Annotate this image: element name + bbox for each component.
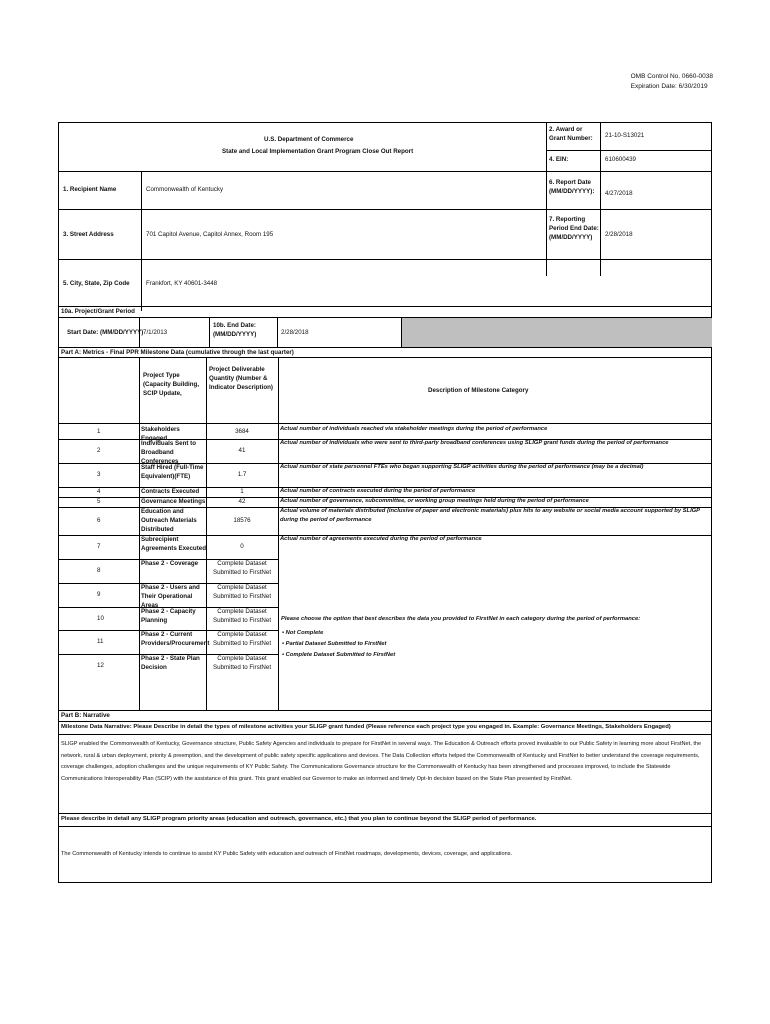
milestone-narrative-label: Milestone Data Narrative: Please Describe in detail the types of milestone activities your SLIGP grant funded (Please reference each project type you engaged in. Example: Governance Meetings, Stakeholders Engaged) [61,724,671,730]
col-header-deliverable-quantity: Project Deliverable Quantity (Number & Indicator Description) [209,366,273,391]
metric-project-type: Phase 2 - Capacity Planning [141,608,196,624]
metric-row-number: 9 [97,591,101,598]
phase2-dataset-status: Complete Dataset Submitted to FirstNet [212,584,272,600]
metric-project-type: Phase 2 - Current Providers/Procurement [141,631,210,647]
metric-row-number: 10 [97,614,104,622]
metric-quantity: 3684 [235,428,249,435]
metric-project-type: Phase 2 - Users and Their Operational Areas [141,584,200,609]
reporting-period-value: 2/28/2018 [605,231,633,238]
metric-quantity: 18576 [233,517,251,524]
metric-quantity: 42 [238,498,246,505]
omb-control-number: OMB Control No. 0660-0038 [630,73,713,80]
metric-description: Actual number of governance, subcommittee, or working group meetings held during the period of performance [280,498,589,504]
metric-project-type: Phase 2 - State Plan Decision [141,655,200,671]
phase2-dataset-status: Complete Dataset Submitted to FirstNet [212,608,272,624]
metric-project-type: Education and Outreach Materials Distributed [141,508,197,533]
metric-project-type: Governance Meetings [141,498,206,505]
start-date-label: Start Date: (MM/DD/YYYY) [67,329,144,336]
col-header-project-type: Project Type (Capacity Building, SCIP Update, [143,372,200,397]
phase2-dataset-status: Complete Dataset Submitted to FirstNet [212,655,272,671]
city-state-zip-value: Frankfort, KY 40601-3448 [146,280,218,287]
phase2-option-item [282,651,395,660]
priority-areas-text: The Commonwealth of Kentucky intends to continue to assist KY Public Safety with education and outreach of FirstNet roadmaps, developments, devices, coverage, and applications. [61,851,513,857]
bullet-icon: • [282,641,286,647]
end-date-value: 2/28/2018 [281,329,309,336]
metric-row-number: 7 [97,543,101,550]
grant-period-section-label: 10a. Project/Grant Period [61,308,135,315]
department-title: U.S. Department of Commerce [264,136,354,143]
report-title: State and Local Implementation Grant Program Close Out Report [222,148,414,155]
phase2-dataset-status: Complete Dataset Submitted to FirstNet [212,560,272,576]
end-date-label: 10b. End Date: (MM/DD/YYYY) [213,322,257,338]
metric-description: Actual volume of materials distributed (inclusive of paper and electronic materials) plus hits to any website or social media account supported by SLIGP during the period of performance [280,508,700,523]
metric-project-type: Subrecipient Agreements Executed [141,536,206,552]
phase2-option-item [282,629,323,638]
metric-row-number: 2 [97,447,101,454]
part-b-title: Part B: Narrative [61,712,110,719]
start-date-value: 7/1/2013 [143,329,168,336]
reporting-period-label: 7. Reporting Period End Date: (MM/DD/YYYY) [549,216,599,241]
metric-description: Actual number of individuals who were sent to third-party broadband conferences using SLIGP grant funds during the period of performance [280,440,669,446]
metric-row-number: 12 [97,662,104,669]
phase2-option-label: Not Complete [285,630,324,636]
metric-project-type: Stakeholders Engaged [141,426,180,442]
milestone-narrative-text: SLIGP enabled the Commonwealth of Kentucky, Governance structure, Public Safety Agencies and individuals to prepare for FirstNet in several ways. The Education & Outreach efforts proved invaluable to our Public Safety in learning more about FirstNet, the network, rural & urban deployment, priority & preemption, and the development of public safety specific applications and devices. The Data Collection efforts helped the Commonwealth of Kentucky and FirstNet to better understand the coverage requirements, coverage challenges, adoption challenges and the unique requirements of KY Public Safety. The Communications Governance structure for the Commonwealth of Kentucky has been strengthened and processes improved, to include the Statewide Communications Interoperability Plan (SCIP) with the assistance of this grant. This grant enabled our Governor to make an informed and timely Opt-In decision based on the State Plan presented by FirstNet. [61,741,702,782]
metric-row-number: 5 [97,498,101,505]
street-address-value: 701 Capitol Avenue, Capitol Annex, Room 195 [146,231,274,238]
metric-quantity: 1.7 [237,471,247,478]
recipient-name-value: Commonwealth of Kentucky [146,186,224,193]
metric-description: Actual number of contracts executed during the period of performance [280,488,476,494]
metric-project-type: Contracts Executed [141,488,200,495]
phase2-option-item [282,640,386,649]
omb-expiration-date: Expiration Date: 6/30/2019 [630,83,708,90]
phase2-option-label: Partial Dataset Submitted to FirstNet [285,641,387,647]
metric-project-type: Individuals Sent to Broadband Conferences [141,440,197,465]
metric-row-number: 6 [97,517,101,524]
shaded-area [401,318,712,347]
metric-row-number: 1 [97,428,101,435]
metric-row-number: 8 [97,567,101,574]
metric-row-number: 3 [97,471,101,478]
award-number-value: 21-10-S13021 [605,132,645,139]
phase2-dataset-status: Complete Dataset Submitted to FirstNet [212,631,272,647]
close-out-report-form [58,122,712,883]
bullet-icon: • [282,652,286,658]
report-date-value: 4/27/2018 [605,190,633,197]
metric-project-type: Staff Hired (Full-Time Equivalent)(FTE) [141,464,204,480]
part-a-title: Part A: Metrics - Final PPR Milestone Data (cumulative through the last quarter) [61,349,294,356]
bullet-icon: • [282,630,286,636]
ein-value: 610600439 [605,156,636,163]
priority-areas-label: Please describe in detail any SLIGP program priority areas (education and outreach, governance, etc.) that you plan to continue beyond the SLIGP period of performance. [61,816,537,822]
award-number-label: 2. Award or Grant Number: [549,126,593,142]
phase2-option-label: Complete Dataset Submitted to FirstNet [285,652,396,658]
metric-description: Actual number of individuals reached via stakeholder meetings during the period of performance [280,426,548,432]
phase2-description: Please choose the option that best describes the data you provided to FirstNet in each category during the period of performance: [281,616,641,622]
report-date-label: 6. Report Date (MM/DD/YYYY): [549,179,595,195]
metric-quantity: 41 [238,447,246,454]
omb-block [631,72,713,92]
street-address-label: 3. Street Address [63,231,114,238]
metric-row-number: 4 [97,488,101,495]
recipient-name-label: 1. Recipient Name [63,186,117,193]
metric-project-type: Phase 2 - Coverage [141,560,199,567]
city-state-zip-label: 5. City, State, Zip Code [63,280,130,287]
metric-quantity: 1 [240,488,244,495]
metric-description: Actual number of agreements executed during the period of performance [280,536,482,542]
metric-quantity: 0 [240,543,244,550]
ein-label: 4. EIN: [549,156,569,163]
col-header-description: Description of Milestone Category [428,387,529,394]
metric-description: Actual number of state personnel FTEs who began supporting SLIGP activities during the period of performance (may be a decimal) [280,464,644,470]
metric-row-number: 11 [97,638,104,645]
